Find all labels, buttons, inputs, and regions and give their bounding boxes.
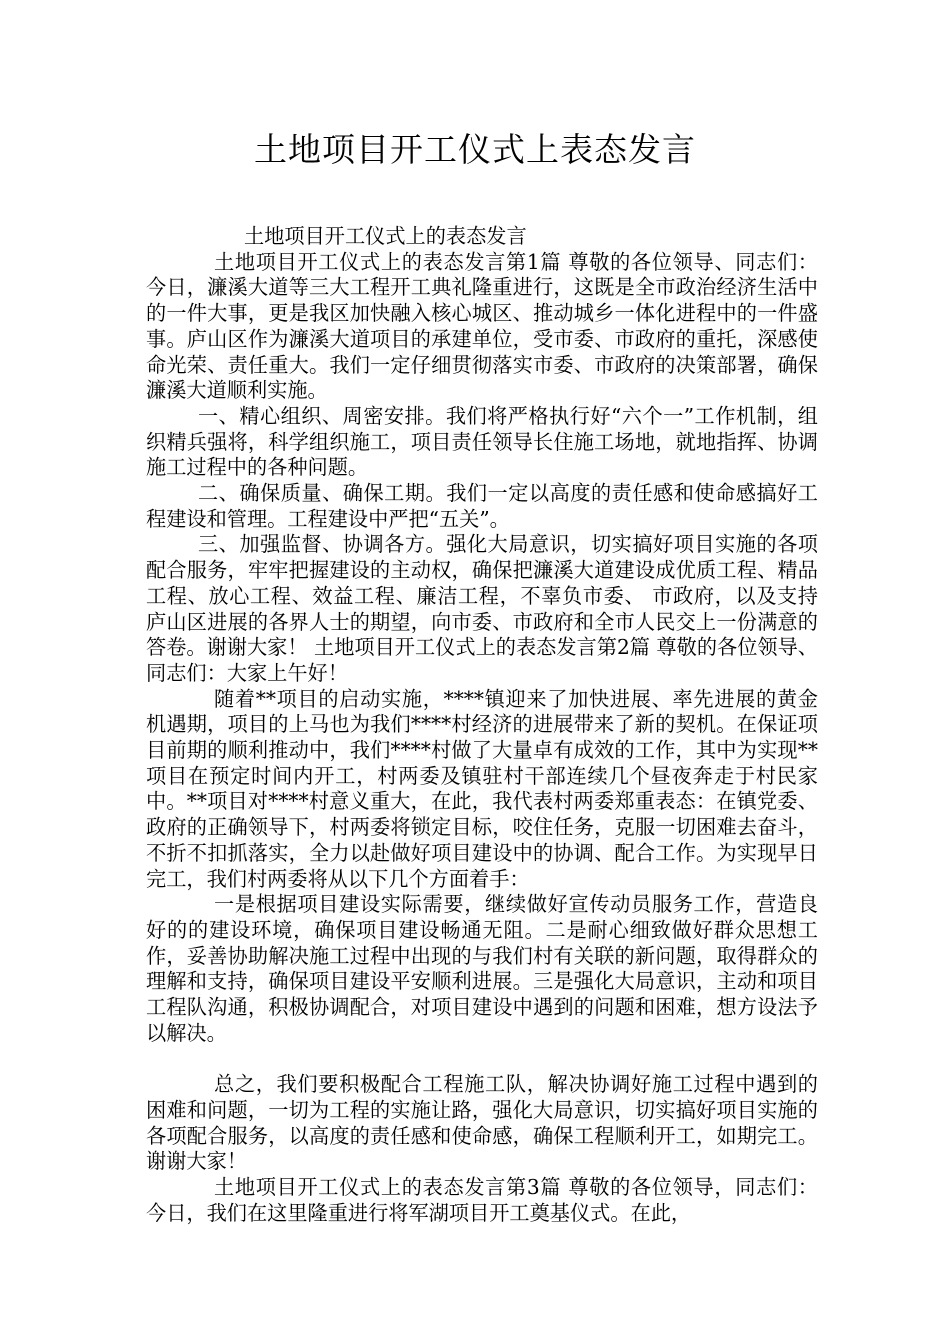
document-subtitle: 土地项目开工仪式上的表态发言 [244, 224, 527, 248]
paragraph-speech-3-intro: 土地项目开工仪式上的表态发言第3篇 尊敬的各位领导，同志们： 今日，我们在这里隆重进行将军湖项目开工奠基仪式。在此， [146, 1175, 818, 1225]
document-body [146, 224, 818, 1226]
paragraph-point-2: 二、确保质量、确保工期。我们一定以高度的责任感和使命感搞好工程建设和管理。工程建设中严把“五关”。 [146, 481, 818, 531]
paragraph-speech-1-intro: 土地项目开工仪式上的表态发言第1篇 尊敬的各位领导、同志们： 今日，濂溪大道等三大工程开工典礼隆重进行，这既是全市政治经济生活中的一件大事，更是我区加快融入核心城区、推动城乡一体化进程中的一件盛事。庐山区作为濂溪大道项目的承建单位，受市委、市政府的重托，深感使命光荣、责任重大。我们一定仔细贯彻落实市委、市政府的决策部署，确保濂溪大道顺利实施。 [146, 249, 818, 403]
paragraph-spacer [146, 1047, 818, 1073]
paragraph-speech-2-body: 随着**项目的启动实施，****镇迎来了加快进展、率先进展的黄金机遇期，项目的上马也为我们****村经济的进展带来了新的契机。在保证项目前期的顺利推动中，我们****村做了大量卓有成效的工作，其中为实现**项目在预定时间内开工，村两委及镇驻村干部连续几个昼夜奔走于村民家中。**项目对****村意义重大，在此，我代表村两委郑重表态：在镇党委、政府的正确领导下，村两委将锁定目标，咬住任务，克服一切困难去奋斗，不折不扣抓落实，全力以赴做好项目建设中的协调、配合工作。为实现早日完工，我们村两委将从以下几个方面着手： [146, 686, 818, 891]
paragraph-point-1: 一、精心组织、周密安排。我们将严格执行好“六个一”工作机制，组织精兵强将，科学组织施工，项目责任领导长住施工场地，就地指挥、协调施工过程中的各种问题。 [146, 403, 818, 480]
document-title: 土地项目开工仪式上表态发言 [254, 130, 696, 169]
paragraph-speech-2-measures: 一是根据项目建设实际需要，继续做好宣传动员服务工作，营造良好的的建设环境，确保项目建设畅通无阻。二是耐心细致做好群众思想工作，妥善协助解决施工过程中出现的与我们村有关联的新问题，取得群众的理解和支持，确保项目建设平安顺利进展。三是强化大局意识，主动和项目工程队沟通，积极协调配合，对项目建设中遇到的问题和困难，想方设法予以解决。 [146, 892, 818, 1045]
paragraph-conclusion: 总之，我们要积极配合工程施工队，解决协调好施工过程中遇到的困难和问题，一切为工程的实施让路，强化大局意识，切实搞好项目实施的各项配合服务，以高度的责任感和使命感，确保工程顺利开工，如期完工。谢谢大家！ [146, 1072, 818, 1174]
paragraph-point-3: 三、加强监督、协调各方。强化大局意识，切实搞好项目实施的各项配合服务，牢牢把握建设的主动权，确保把濂溪大道建设成优质工程、精品工程、放心工程、效益工程、廉洁工程，不辜负市委、 市政府，以及支持庐山区进展的各界人士的期望，向市委、市政府和全市人民交上一份满意的答卷。谢谢大家！ 土地项目开工仪式上的表态发言第2篇 尊敬的各位领导、同志们：大家上午好！ [146, 532, 818, 685]
